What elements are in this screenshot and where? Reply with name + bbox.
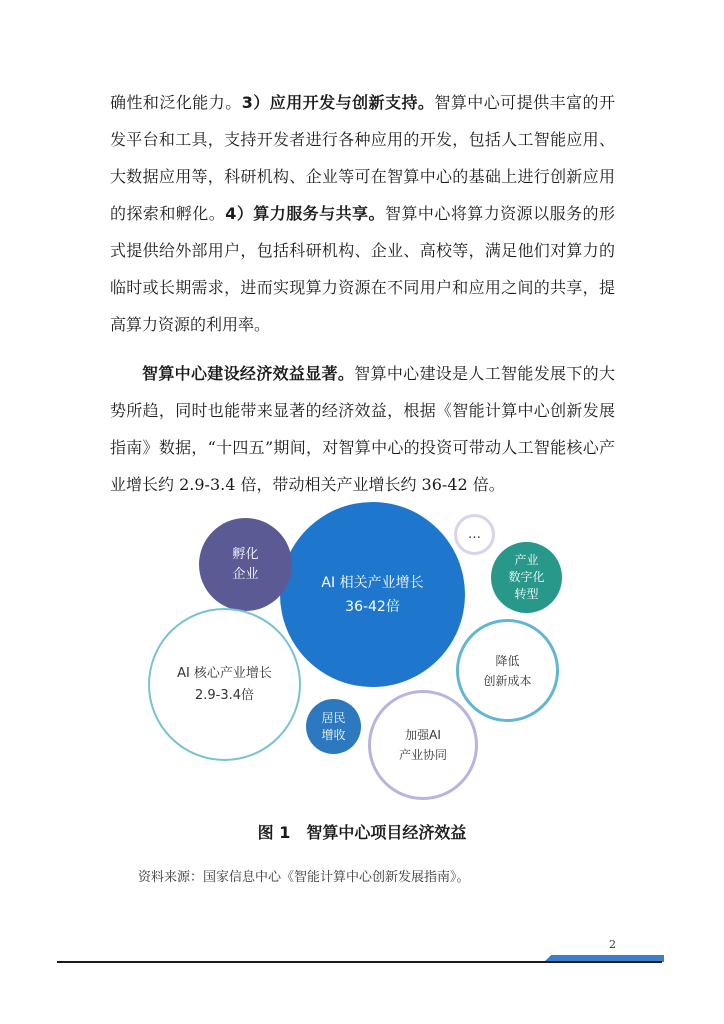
bubble-more <box>454 514 495 555</box>
para1-heading-app-dev: 3）应用开发与创新支持。 <box>241 93 435 112</box>
bubble-reduce-cost <box>456 619 559 722</box>
bubble-income-label: 居民 增收 <box>321 710 346 742</box>
bubble-digital-transformation <box>491 542 562 613</box>
bubble-more-label: … <box>468 527 481 542</box>
paragraph-capabilities <box>110 84 615 343</box>
para1-text-3: 智算中心将算力资源以服务的形式提供给外部用户，包括科研机构、企业、高校等，满足他们对算力的临时或长期需求，进而实现算力资源在不同用户和应用之间的共享，提高算力资源的利用率。 <box>110 204 615 334</box>
bubble-ai-core-label: AI 核心产业增长 2.9-3.4倍 <box>177 665 272 703</box>
bubble-ai-related-label: AI 相关产业增长 36-42倍 <box>321 574 424 615</box>
figure-source: 资料来源：国家信息中心《智能计算中心创新发展指南》。 <box>138 870 470 885</box>
bubble-cost-label: 降低 创新成本 <box>483 653 532 688</box>
para2-text: 智算中心建设是人工智能发展下的大势所趋，同时也能带来显著的经济效益，根据《智能计算中心创新发展指南》数据，“十四五”期间，对智算中心的投资可带动人工智能核心产业增长约 2.9-3.4 倍，带动相关产业增长约 36-42 倍。 <box>110 364 615 494</box>
bubble-incubate-label: 孵化 企业 <box>232 546 259 582</box>
para1-heading-compute-service: 4）算力服务与共享。 <box>225 204 385 223</box>
paragraph-economic-benefits <box>110 355 615 503</box>
footer-rule <box>57 961 662 963</box>
bubble-collab-label: 加强AI 产业协同 <box>398 728 447 762</box>
para1-text-1: 确性和泛化能力。 <box>110 93 242 112</box>
page-number: 2 <box>609 938 616 951</box>
bubble-resident-income <box>306 699 361 754</box>
bubble-digital-label: 产业 数字化 转型 <box>508 553 545 601</box>
bubble-incubate-enterprise <box>199 518 292 611</box>
figure-caption: 图 1 智算中心项目经济效益 <box>257 823 467 842</box>
bubble-ai-related-growth <box>280 502 465 687</box>
bubble-industry-collab <box>368 690 478 800</box>
bubble-ai-core-growth <box>148 608 301 761</box>
para1-text-2: 智算中心可提供丰富的开发平台和工具，支持开发者进行各种应用的开发，包括人工智能应用、大数据应用等，科研机构、企业等可在智算中心的基础上进行创新应用的探索和孵化。 <box>110 93 615 223</box>
para2-heading: 智算中心建设经济效益显著。 <box>142 364 355 383</box>
